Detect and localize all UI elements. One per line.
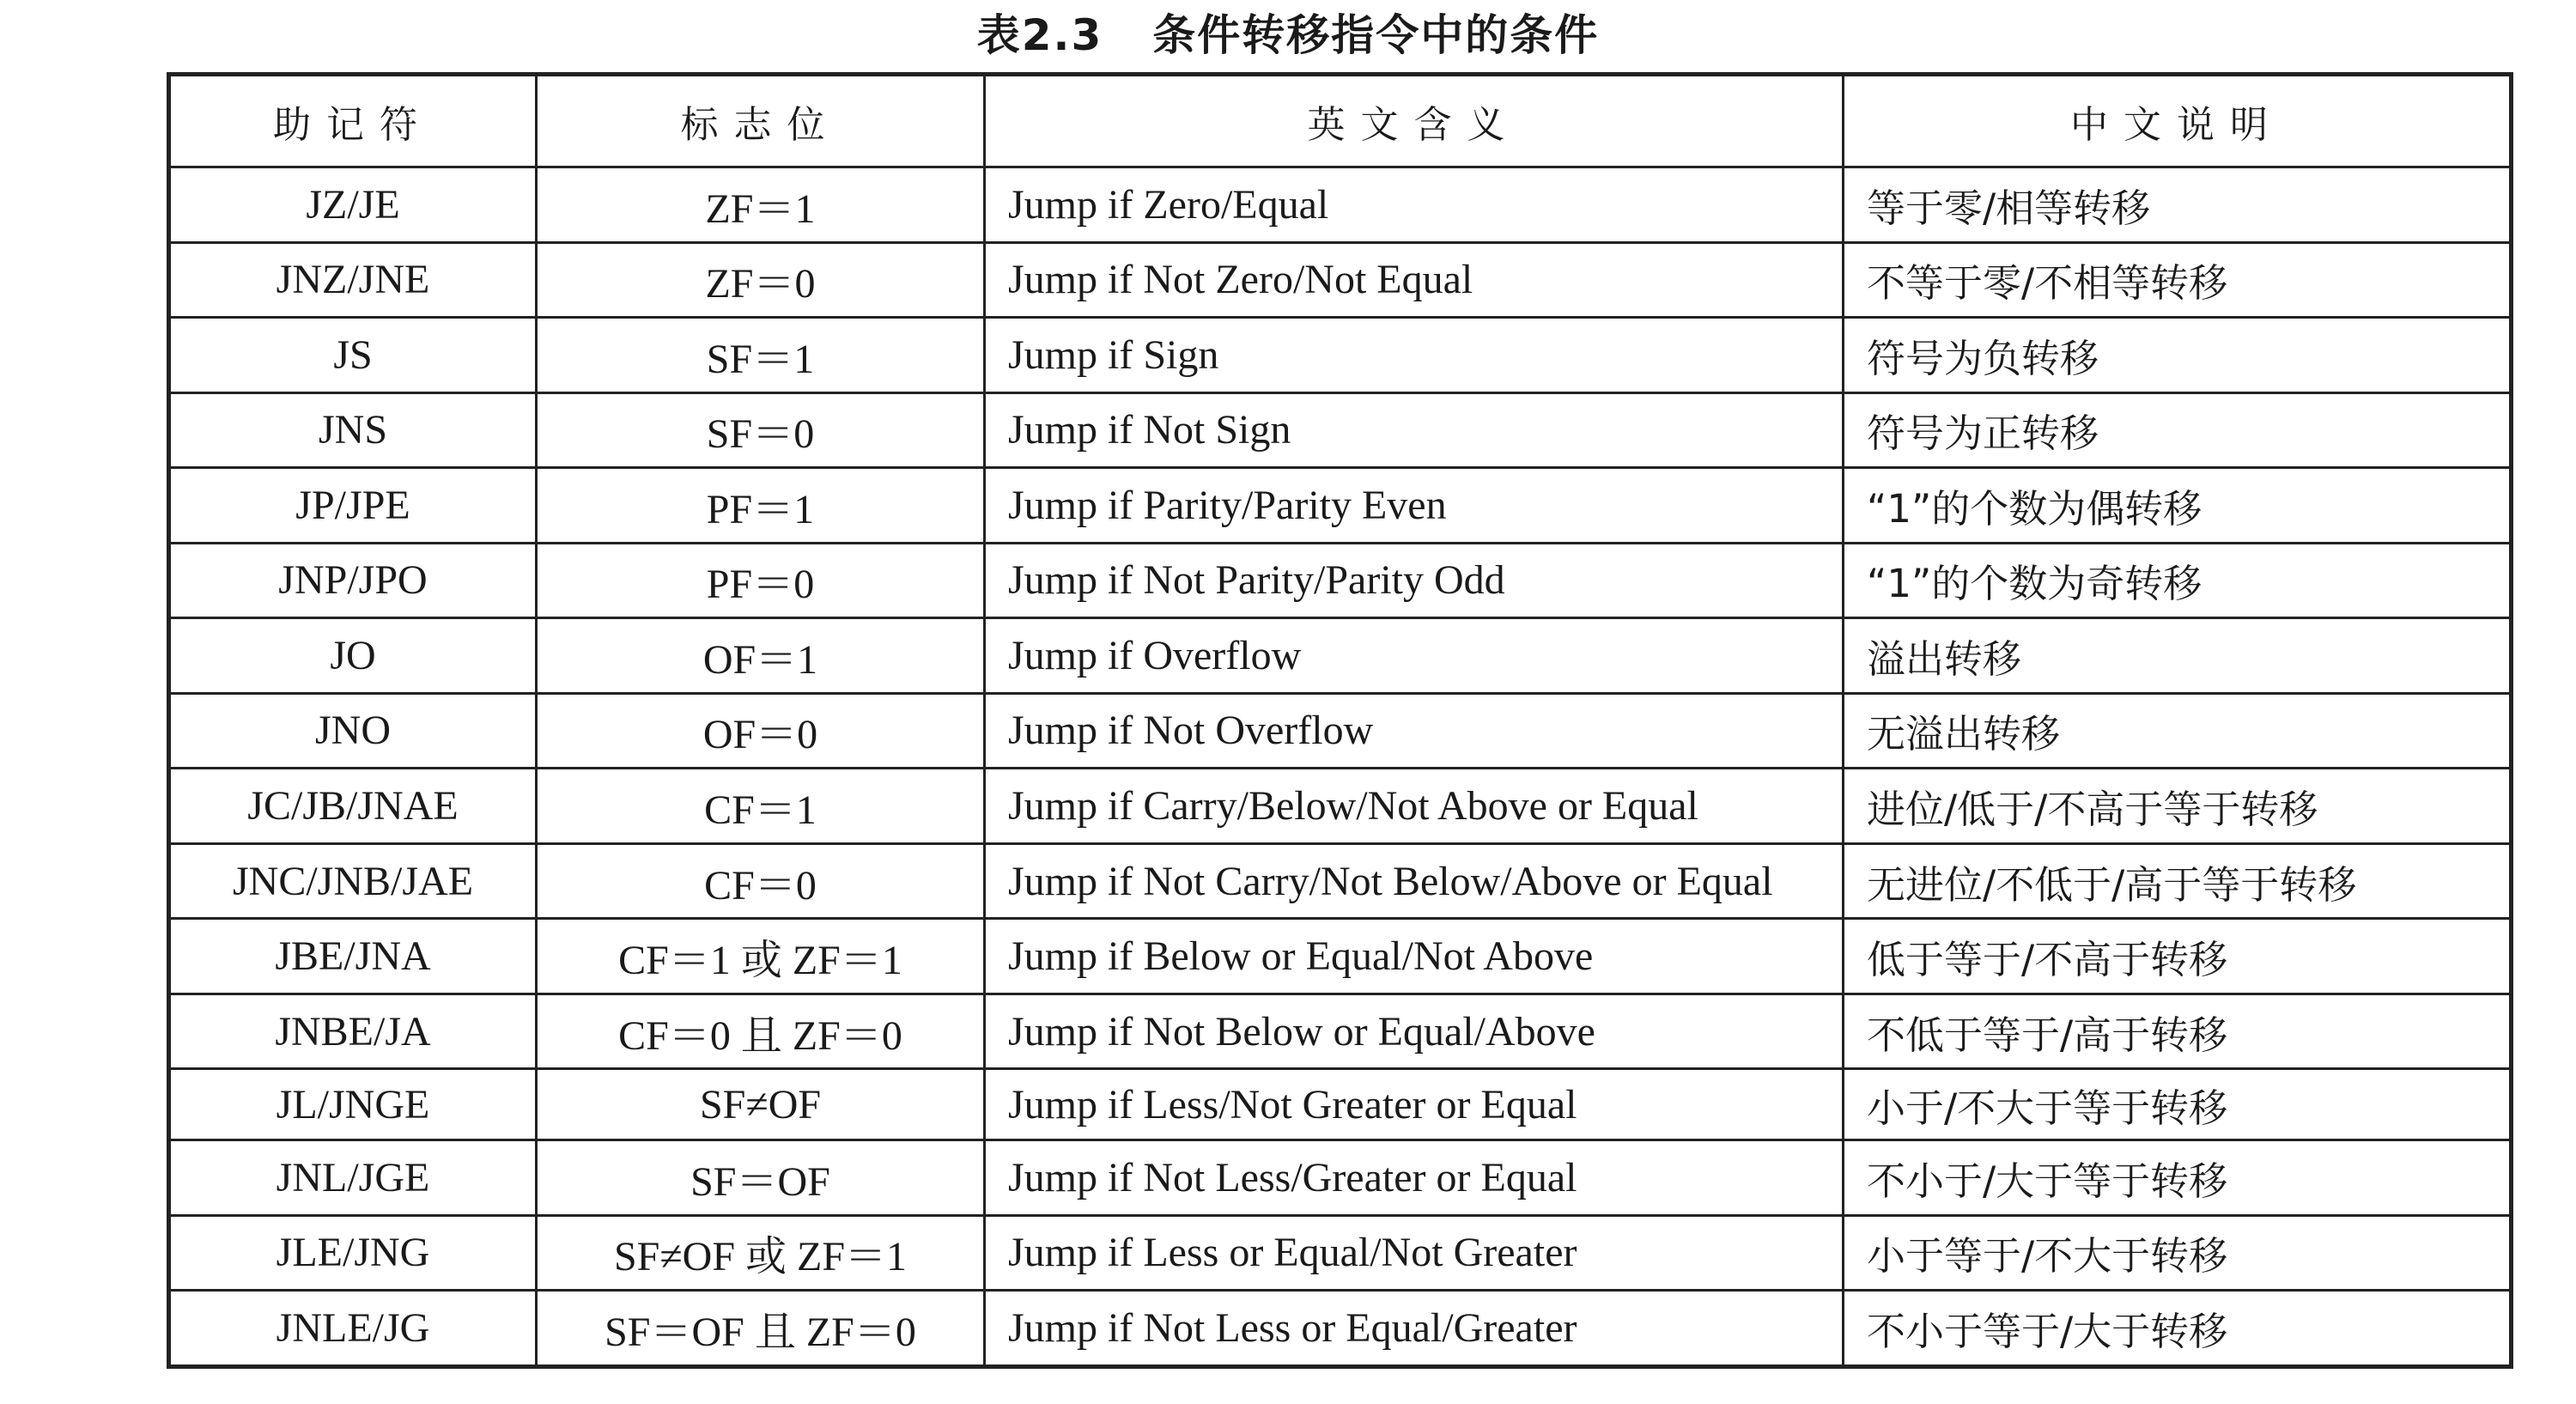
table-row (169, 1140, 2512, 1216)
table-row (169, 468, 2512, 544)
mnemonic-cell: JNZ/JNE (169, 242, 537, 318)
table-row (169, 843, 2512, 919)
mnemonic-cell: JLE/JNG (169, 1215, 537, 1291)
table-caption (0, 3, 2576, 67)
mnemonic-cell: JZ/JE (169, 167, 537, 243)
flags-cell: SF＝1 (537, 318, 985, 393)
mnemonic-cell: JNL/JGE (169, 1140, 537, 1216)
mnemonic-cell: JNLE/JG (169, 1291, 537, 1367)
mnemonic-cell: JNP/JPO (169, 543, 537, 618)
english-cell: Jump if Not Below or Equal/Above (985, 994, 1844, 1069)
table-row (169, 167, 2512, 243)
flags-cell: OF＝0 (537, 693, 985, 769)
mnemonic-cell: JL/JNGE (169, 1069, 537, 1140)
mnemonic-cell: JNS (169, 392, 537, 468)
mnemonic-cell: JC/JB/JNAE (169, 769, 537, 844)
english-cell: Jump if Overflow (985, 618, 1844, 694)
flags-cell: ZF＝1 (537, 167, 985, 243)
chinese-cell: 等于零/相等转移 (1844, 167, 2512, 243)
mnemonic-cell: JO (169, 618, 537, 694)
flags-cell: CF＝1 (537, 769, 985, 844)
table-title: 条件转移指令中的条件 (1152, 10, 1600, 60)
english-cell: Jump if Sign (985, 318, 1844, 393)
english-cell: Jump if Not Less or Equal/Greater (985, 1291, 1844, 1367)
table-row (169, 618, 2512, 694)
english-cell: Jump if Not Parity/Parity Odd (985, 543, 1844, 618)
english-cell: Jump if Carry/Below/Not Above or Equal (985, 769, 1844, 844)
mnemonic-cell: JS (169, 318, 537, 393)
mnemonic-cell: JNC/JNB/JAE (169, 843, 537, 919)
table-number: 表2.3 (976, 10, 1103, 60)
english-cell: Jump if Less/Not Greater or Equal (985, 1069, 1844, 1140)
mnemonic-cell: JNO (169, 693, 537, 769)
english-cell: Jump if Less or Equal/Not Greater (985, 1215, 1844, 1291)
flags-cell: OF＝1 (537, 618, 985, 694)
chinese-cell: “1”的个数为奇转移 (1844, 543, 2512, 618)
flags-cell: SF≠OF 或 ZF＝1 (537, 1215, 985, 1291)
flags-cell: CF＝0 (537, 843, 985, 919)
chinese-cell: 小于/不大于等于转移 (1844, 1069, 2512, 1140)
mnemonic-cell: JBE/JNA (169, 919, 537, 994)
header-mnemonic: 助记符 (169, 75, 537, 167)
chinese-cell: 不低于等于/高于转移 (1844, 994, 2512, 1069)
chinese-cell: 溢出转移 (1844, 618, 2512, 694)
table-row (169, 693, 2512, 769)
english-cell: Jump if Not Less/Greater or Equal (985, 1140, 1844, 1216)
chinese-cell: 低于等于/不高于转移 (1844, 919, 2512, 994)
table-row (169, 1291, 2512, 1367)
flags-cell: PF＝0 (537, 543, 985, 618)
mnemonic-cell: JNBE/JA (169, 994, 537, 1069)
table-row (169, 919, 2512, 994)
table-row (169, 318, 2512, 393)
english-cell: Jump if Not Sign (985, 392, 1844, 468)
flags-cell: ZF＝0 (537, 242, 985, 318)
chinese-cell: 不等于零/不相等转移 (1844, 242, 2512, 318)
english-cell: Jump if Not Carry/Not Below/Above or Equal (985, 843, 1844, 919)
english-cell: Jump if Below or Equal/Not Above (985, 919, 1844, 994)
flags-cell: SF＝0 (537, 392, 985, 468)
chinese-cell: 进位/低于/不高于等于转移 (1844, 769, 2512, 844)
flags-cell: PF＝1 (537, 468, 985, 544)
flags-cell: SF＝OF 且 ZF＝0 (537, 1291, 985, 1367)
conditional-jump-table (167, 72, 2513, 1369)
chinese-cell: 不小于等于/大于转移 (1844, 1291, 2512, 1367)
table-row (169, 769, 2512, 844)
header-chinese: 中文说明 (1844, 75, 2512, 167)
english-cell: Jump if Parity/Parity Even (985, 468, 1844, 544)
mnemonic-cell: JP/JPE (169, 468, 537, 544)
chinese-cell: 符号为负转移 (1844, 318, 2512, 393)
flags-cell: CF＝1 或 ZF＝1 (537, 919, 985, 994)
table-row (169, 392, 2512, 468)
table-row (169, 1069, 2512, 1140)
chinese-cell: 不小于/大于等于转移 (1844, 1140, 2512, 1216)
chinese-cell: 无溢出转移 (1844, 693, 2512, 769)
flags-cell: CF＝0 且 ZF＝0 (537, 994, 985, 1069)
chinese-cell: 小于等于/不大于转移 (1844, 1215, 2512, 1291)
chinese-cell: “1”的个数为偶转移 (1844, 468, 2512, 544)
flags-cell: SF≠OF (537, 1069, 985, 1140)
header-flags: 标志位 (537, 75, 985, 167)
table-row (169, 1215, 2512, 1291)
chinese-cell: 符号为正转移 (1844, 392, 2512, 468)
table-header-row (169, 75, 2512, 167)
english-cell: Jump if Not Overflow (985, 693, 1844, 769)
flags-cell: SF＝OF (537, 1140, 985, 1216)
header-english: 英文含义 (985, 75, 1844, 167)
table-row (169, 242, 2512, 318)
table-row (169, 994, 2512, 1069)
english-cell: Jump if Zero/Equal (985, 167, 1844, 243)
english-cell: Jump if Not Zero/Not Equal (985, 242, 1844, 318)
table-row (169, 543, 2512, 618)
chinese-cell: 无进位/不低于/高于等于转移 (1844, 843, 2512, 919)
